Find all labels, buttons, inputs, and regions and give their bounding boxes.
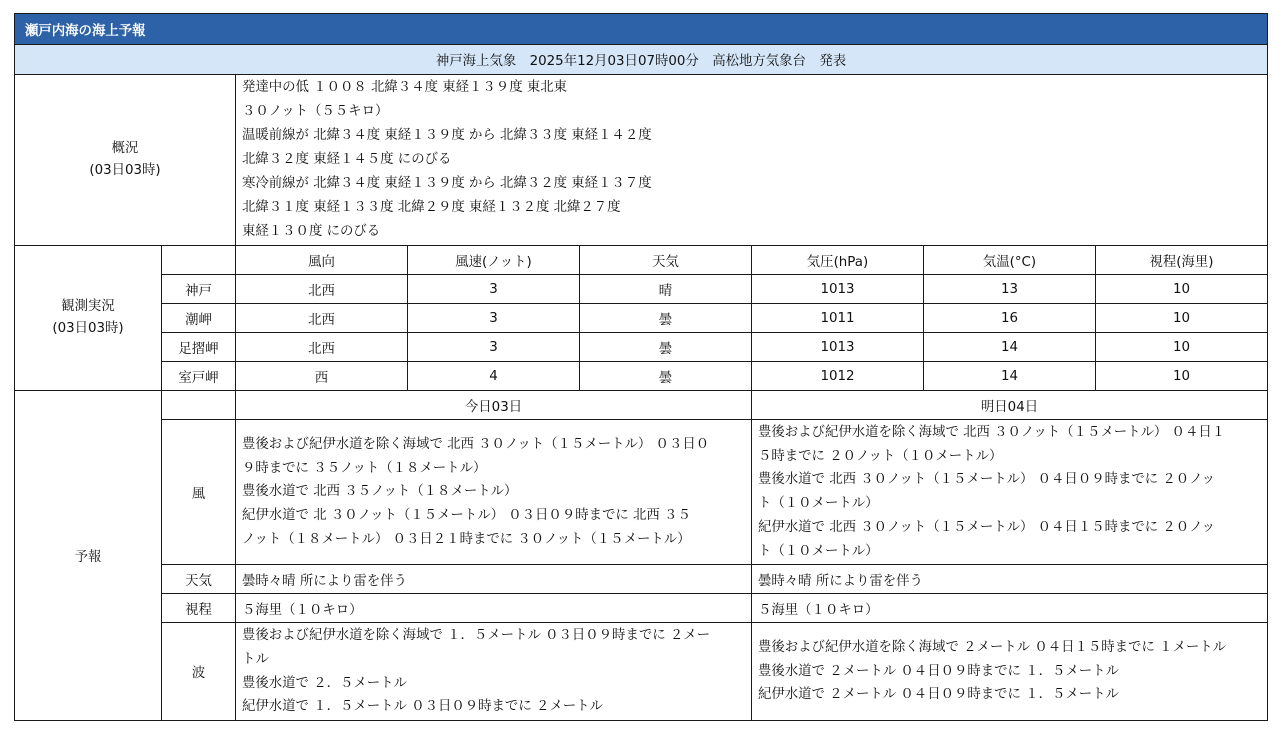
pressure: 1013 [752,333,924,362]
wind-today-line: ９時までに ３５ノット（１８メートル） [242,460,487,476]
gaikyo-label: 概況 [111,141,139,156]
observation-label-cell [15,246,162,391]
table-row [15,362,1268,391]
table-row [15,304,1268,333]
forecast-panel [14,13,1267,721]
wave-today-line: 豊後水道で ２．５メートル [242,675,407,691]
wind-tomorrow-line: ト（１０メートル） [758,496,879,512]
column-header: 天気 [580,246,752,275]
wind-direction: 西 [236,362,408,391]
column-header: 気温(°C) [924,246,1096,275]
gaikyo-time: (03日03時) [89,163,161,178]
gaikyo-text [236,75,1268,246]
observation-time: (03日03時) [52,321,124,336]
station-name: 潮岬 [162,304,236,333]
gaikyo-label-cell [15,75,236,246]
pressure: 1012 [752,362,924,391]
wind-direction: 北西 [236,304,408,333]
today-header: 今日03日 [236,391,752,420]
visibility-tomorrow: ５海里（１０キロ） [752,594,1268,623]
wave-today [236,623,752,721]
wind-tomorrow-line: 紀伊水道で 北西 ３０ノット（１５メートル） ０４日１５時までに ２０ノッ [758,519,1216,535]
visibility: 10 [1096,304,1268,333]
wind-today [236,420,752,565]
weather: 曇 [580,362,752,391]
pressure: 1011 [752,304,924,333]
gaikyo-line: 発達中の低 １００８ 北緯３４度 東経１３９度 東北東 [242,80,568,95]
temperature: 14 [924,362,1096,391]
wave-today-line: 豊後および紀伊水道を除く海域で １．５メートル ０３日０９時までに ２メー [242,628,711,644]
station-name: 神戸 [162,275,236,304]
wind-tomorrow-line: 豊後および紀伊水道を除く海域で 北西 ３０ノット（１５メートル） ０４日１ [758,425,1226,440]
weather: 曇 [580,304,752,333]
visibility: 10 [1096,362,1268,391]
wind-tomorrow-line: 豊後水道で 北西 ３０ノット（１５メートル） ０４日０９時までに ２０ノッ [758,472,1216,488]
table-row [15,275,1268,304]
wave-tomorrow-line: 紀伊水道で ２メートル ０４日０９時までに １．５メートル [758,687,1119,703]
weather-tomorrow: 曇時々晴 所により雷を伴う [752,565,1268,594]
temperature: 13 [924,275,1096,304]
gaikyo-line: 東経１３０度 にのびる [242,224,381,239]
gaikyo-line: 北緯３２度 東経１４５度 にのびる [242,152,452,167]
weather: 晴 [580,275,752,304]
wind-tomorrow-line: ト（１０メートル） [758,543,879,559]
wave-tomorrow-line: 豊後および紀伊水道を除く海域で ２メートル ０４日１５時までに １メートル [758,640,1227,656]
weather-today: 曇時々晴 所により雷を伴う [236,565,752,594]
station-header-blank [162,246,236,275]
forecast-header-blank [162,391,236,420]
wind-tomorrow-line: ５時までに ２０ノット（１０メートル） [758,448,1003,464]
column-header: 風速(ノット) [408,246,580,275]
forecast-table [14,13,1268,721]
wind-tomorrow [752,420,1268,565]
gaikyo-line: 温暖前線が 北緯３４度 東経１３９度 から 北緯３３度 東経１４２度 [242,128,652,143]
station-name: 室戸岬 [162,362,236,391]
wind-direction: 北西 [236,275,408,304]
column-header: 気圧(hPa) [752,246,924,275]
wind-today-line: 紀伊水道で 北 ３０ノット（１５メートル） ０３日０９時までに 北西 ３５ [242,507,691,523]
page-title: 瀬戸内海の海上予報 [15,14,1268,45]
gaikyo-line: 寒冷前線が 北緯３４度 東経１３９度 から 北緯３２度 東経１３７度 [242,176,652,191]
observation-label: 観測実況 [61,299,115,314]
temperature: 14 [924,333,1096,362]
tomorrow-header: 明日04日 [752,391,1268,420]
column-header: 風向 [236,246,408,275]
visibility: 10 [1096,333,1268,362]
temperature: 16 [924,304,1096,333]
wave-tomorrow [752,623,1268,721]
issuance-info: 神戸海上気象 2025年12月03日07時00分 高松地方気象台 発表 [15,45,1268,75]
wind-label: 風 [162,420,236,565]
wind-speed: 3 [408,275,580,304]
table-row [15,333,1268,362]
wind-today-line: 豊後水道で 北西 ３５ノット（１８メートル） [242,484,518,500]
column-header: 視程(海里) [1096,246,1268,275]
visibility-today: ５海里（１０キロ） [236,594,752,623]
forecast-label: 予報 [15,391,162,721]
wave-tomorrow-line: 豊後水道で ２メートル ０４日０９時までに １．５メートル [758,663,1119,679]
visibility-label: 視程 [162,594,236,623]
pressure: 1013 [752,275,924,304]
wind-speed: 4 [408,362,580,391]
weather: 曇 [580,333,752,362]
gaikyo-line: ３０ノット（５５キロ） [242,104,389,119]
gaikyo-line: 北緯３１度 東経１３３度 北緯２９度 東経１３２度 北緯２７度 [242,200,621,215]
station-name: 足摺岬 [162,333,236,362]
weather-label: 天気 [162,565,236,594]
wind-speed: 3 [408,304,580,333]
wind-today-line: ノット（１８メートル） ０３日２１時までに ３０ノット（１５メートル） [242,531,691,547]
wind-direction: 北西 [236,333,408,362]
wave-label: 波 [162,623,236,721]
wind-speed: 3 [408,333,580,362]
wind-today-line: 豊後および紀伊水道を除く海域で 北西 ３０ノット（１５メートル） ０３日０ [242,436,710,452]
wave-today-line: トル [242,651,269,667]
wave-today-line: 紀伊水道で １．５メートル ０３日０９時までに ２メートル [242,699,603,715]
visibility: 10 [1096,275,1268,304]
